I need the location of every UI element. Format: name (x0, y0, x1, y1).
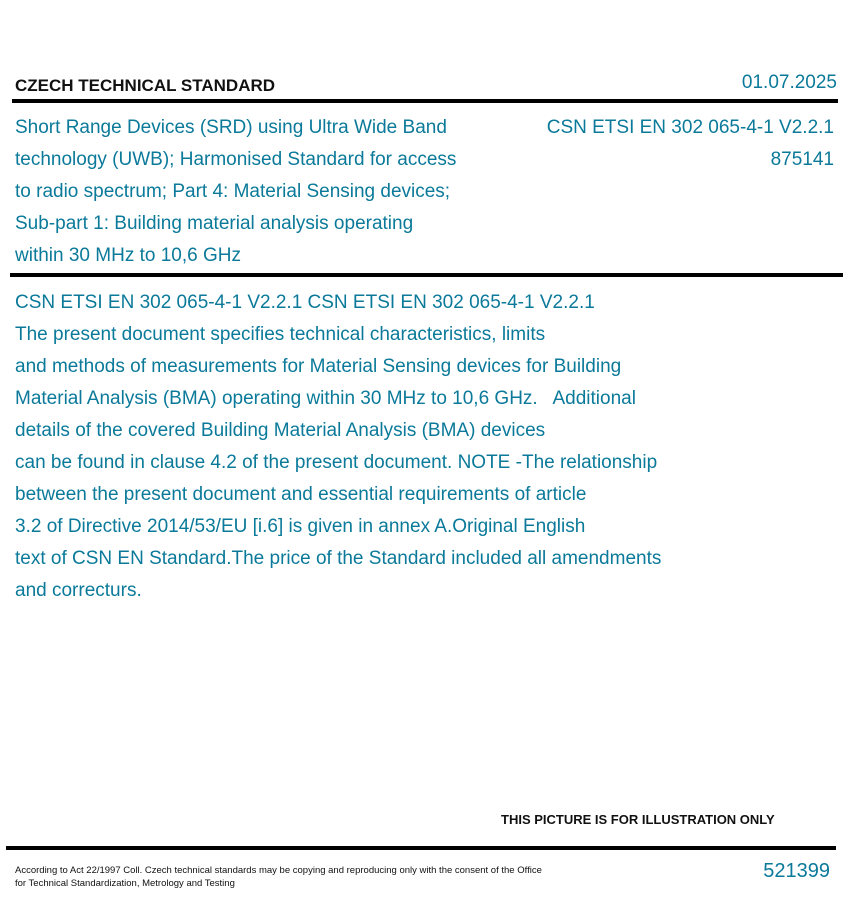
standard-description (15, 287, 815, 607)
legal-notice-line: for Technical Standardization, Metrology and Testing (15, 878, 235, 889)
standard-code: CSN ETSI EN 302 065-4-1 V2.2.1 (546, 117, 834, 138)
standard-title-line: Sub-part 1: Building material analysis operating (15, 213, 414, 234)
footer-number: 521399 (763, 860, 830, 882)
description-line: CSN ETSI EN 302 065-4-1 V2.2.1 CSN ETSI EN 302 065-4-1 V2.2.1 (15, 292, 595, 313)
catalog-number: 875141 (770, 149, 834, 170)
footer-divider (6, 846, 836, 850)
standard-title-line: within 30 MHz to 10,6 GHz (15, 245, 241, 266)
description-line: text of CSN EN Standard.The price of the Standard included all amendments (15, 548, 662, 569)
header-divider (12, 99, 838, 103)
description-line: and correcturs. (15, 580, 142, 601)
description-line: between the present document and essential requirements of article (15, 484, 587, 505)
standard-title-line: Short Range Devices (SRD) using Ultra Wide Band (15, 117, 447, 138)
description-line: 3.2 of Directive 2014/53/EU [i.6] is given in annex A.Original English (15, 516, 586, 537)
legal-notice-line: According to Act 22/1997 Coll. Czech technical standards may be copying and reproducing only with the consent of the Office (15, 865, 542, 876)
legal-notice (15, 864, 542, 890)
standard-title-line: to radio spectrum; Part 4: Material Sensing devices; (15, 181, 451, 202)
standard-title-line: technology (UWB); Harmonised Standard for access (15, 149, 457, 170)
standard-identifiers (547, 112, 834, 176)
description-line: The present document specifies technical characteristics, limits (15, 324, 546, 345)
description-line: details of the covered Building Material Analysis (BMA) devices (15, 420, 546, 441)
section-divider (10, 273, 843, 277)
publication-date: 01.07.2025 (741, 72, 837, 93)
illustration-disclaimer: THIS PICTURE IS FOR ILLUSTRATION ONLY (501, 812, 775, 827)
page-title: CZECH TECHNICAL STANDARD (15, 76, 276, 95)
description-line: and methods of measurements for Material Sensing devices for Building (15, 356, 622, 377)
description-line: Material Analysis (BMA) operating within 30 MHz to 10,6 GHz. Additional (15, 388, 636, 409)
standard-title (15, 112, 515, 272)
description-line: can be found in clause 4.2 of the present document. NOTE -The relationship (15, 452, 658, 473)
